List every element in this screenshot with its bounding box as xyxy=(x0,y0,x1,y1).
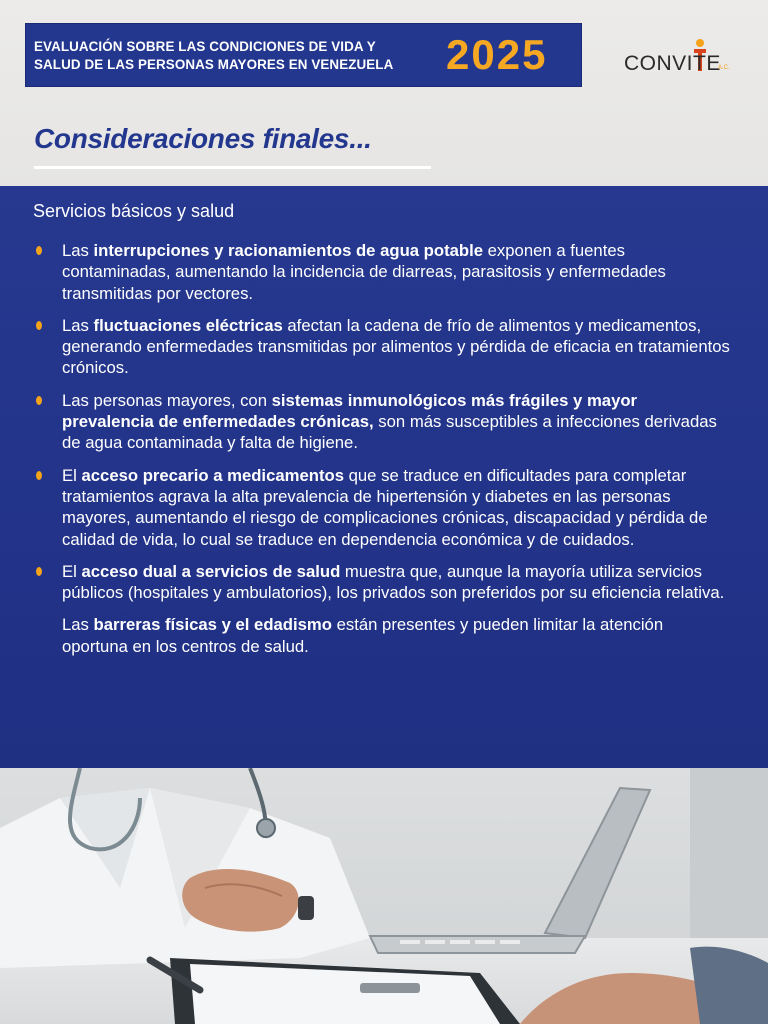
report-title-line-2: SALUD DE LAS PERSONAS MAYORES EN VENEZUELA xyxy=(34,57,394,72)
bullet-dot-icon xyxy=(36,471,42,480)
bullet-text-post: son más susceptibles a infecciones derivadas de agua contaminada y falta de higiene. xyxy=(62,412,717,453)
bullet-text-post: afectan la cadena de frío de alimentos y medicamentos, generando enfermedades transmitidas por alimentos y pérdida de eficacia en tratamientos crónicos. xyxy=(62,315,730,378)
bullet-text-post: exponen a fuentes contaminadas, aumentando la incidencia de diarreas, parasitosis y enfermedades transmitidas por vectores. xyxy=(62,241,666,303)
bullet-dot-icon xyxy=(36,246,42,255)
bullet-text-pre: El xyxy=(62,465,82,485)
bullet-dot-icon xyxy=(36,396,42,405)
panel-heading: Servicios básicos y salud xyxy=(33,201,235,221)
title-underline xyxy=(34,166,431,169)
bullet-text-bold: fluctuaciones eléctricas xyxy=(93,315,283,335)
closing-text-pre: Las xyxy=(62,615,94,635)
bullet-text-post: que se traduce en dificultades para completar tratamientos agrava la alta prevalencia de hipertensión y diabetes en las personas mayores, aumentando el riesgo de complicaciones crónicas, discapacidad y pérdida de calidad de vida, lo cual se traduce en dependencia económica y de cuidados. xyxy=(62,465,708,549)
bullet-text-bold: acceso dual a servicios de salud xyxy=(81,561,341,581)
bullet-text-pre: Las xyxy=(62,315,94,335)
list-item xyxy=(33,465,733,550)
bullet-text-bold: sistemas inmunológicos más frágiles y mayor prevalencia de enfermedades crónicas, xyxy=(62,390,638,432)
bullet-text-bold: acceso precario a medicamentos xyxy=(81,465,344,485)
doctor-desk-photo xyxy=(0,768,768,1024)
report-title xyxy=(34,38,454,74)
header-banner xyxy=(25,23,582,87)
section-title: Consideraciones finales... xyxy=(34,123,372,154)
closing-text-post: están presentes y pueden limitar la atención oportuna en los centros de salud. xyxy=(62,615,664,656)
list-item xyxy=(33,561,733,604)
list-item xyxy=(33,315,733,379)
logo-suffix: A.C. xyxy=(718,65,730,71)
convite-logo xyxy=(621,38,736,78)
list-item xyxy=(33,240,733,304)
logo-wordmark: CONVITE xyxy=(624,52,721,75)
bullet-dot-icon xyxy=(36,321,42,330)
bullet-dot-icon xyxy=(36,567,42,576)
list-item xyxy=(33,390,733,454)
bullet-text-pre: El xyxy=(62,561,82,581)
report-title-line-1: EVALUACIÓN SOBRE LAS CONDICIONES DE VIDA Y xyxy=(34,39,376,54)
bullet-text-pre: Las xyxy=(62,241,94,260)
closing-paragraph xyxy=(33,614,733,657)
bullet-text-post: muestra que, aunque la mayoría utiliza servicios públicos (hospitales y ambulatorios), los privados son preferidos por su eficiencia relativa. xyxy=(62,561,725,603)
bullet-text-pre: Las personas mayores, con xyxy=(62,390,272,410)
report-year: 2025 xyxy=(446,31,548,78)
closing-text-bold: barreras físicas y el edadismo xyxy=(93,615,332,635)
doctor-consultation-illustration xyxy=(0,768,768,1024)
findings-list xyxy=(33,240,733,657)
bullet-text-bold: interrupciones y racionamientos de agua potable xyxy=(93,241,484,260)
